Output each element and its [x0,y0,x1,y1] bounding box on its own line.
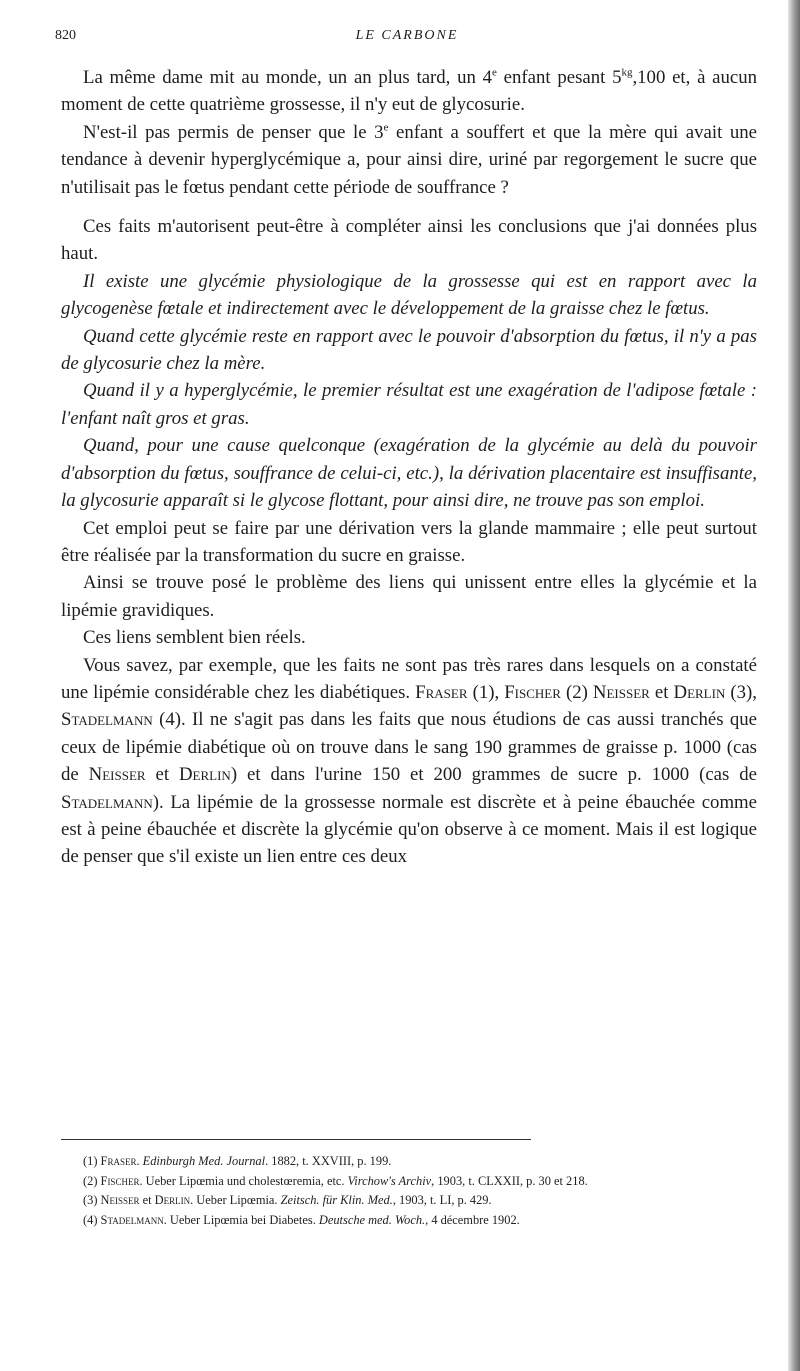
page-edge-shadow [788,0,800,1371]
paragraph-9: Ainsi se trouve posé le problème des liens qui unissent entre elles la glycémie et la lipémie gravidiques. [61,572,757,621]
footnotes [61,1152,757,1230]
footnote-1: (1) Fraser. Edinburgh Med. Journal. 1882, t. XXVIII, p. 199. [83,1154,392,1168]
footnote-4: (4) Stadelmann. Ueber Lipœmia bei Diabetes. Deutsche med. Woch., 4 décembre 1902. [83,1212,520,1227]
paragraph-11: Vous savez, par exemple, que les faits ne sont pas très rares dans lesquels on a constaté une lipémie considérable chez les diabétiques. Fraser (1), Fischer (2) Neisser et Derlin (3), Stadelmann (4). Il ne s'agit pas dans les faits que nous étudions de cas aussi tranchés que ceux de lipémie diabétique où on trouve dans le sang 190 grammes de graisse p. 1000 (cas de Neisser et Derlin) et dans l'urine 150 et 200 grammes de sucre p. 1000 (cas de Stadelmann). La lipémie de la grossesse normale est discrète et à peine ébauchée comme est à peine ébauchée et discrète la glycémie qu'on observe à ce moment. Mais il est logique de penser que s'il existe un lien entre ces deux [61,654,757,868]
paragraph-8: Cet emploi peut se faire par une dérivation vers la glande mammaire ; elle peut surtout être réalisée par la transformation du sucre en graisse. [61,517,757,566]
footnote-2: (2) Fischer. Ueber Lipœmia und cholestœremia, etc. Virchow's Archiv, 1903, t. CLXXII, p. 30 et 218. [83,1173,588,1188]
book-page [47,0,767,1371]
paragraph-7-conclusion: Quand, pour une cause quelconque (exagération de la glycémie au delà du pouvoir d'absorption du fœtus, souffrance de celui-ci, etc.), la dérivation placentaire est insuffisante, la glycosurie apparaît si le glycose flottant, pour ainsi dire, ne trouve pas son emploi. [61,435,757,512]
paragraph-2: N'est-il pas permis de penser que le 3e enfant a souffert et que la mère qui avait une tendance à devenir hyperglycémique a, pour ainsi dire, uriné par regorgement le sucre que n'utilisait pas le fœtus pendant cette période de souffrance ? [61,121,757,198]
body-text [61,64,757,871]
paragraph-1: La même dame mit au monde, un an plus tard, un 4e enfant pesant $5^{kg},100$ et, à aucun moment de cette quatrième grossesse, il n'y eut de glycosurie. [61,66,758,116]
footnote-3: (3) Neisser et Derlin. Ueber Lipœmia. Zeitsch. für Klin. Med., 1903, t. LI, p. 429. [83,1193,492,1208]
paragraph-3: Ces faits m'autorisent peut-être à compléter ainsi les conclusions que j'ai données plus haut. [61,216,757,265]
page-number: 820 [55,28,76,43]
page-header [47,28,767,48]
paragraph-6-conclusion: Quand il y a hyperglycémie, le premier résultat est une exagération de l'adipose fœtale : l'enfant naît gros et gras. [61,380,757,429]
footnote-divider [61,1139,531,1140]
paragraph-4-conclusion: Il existe une glycémie physiologique de la grossesse qui est en rapport avec la glycogenèse fœtale et indirectement avec le développement de la graisse chez le fœtus. [61,270,757,320]
running-title: LE CARBONE [355,28,459,43]
paragraph-10: Ces liens semblent bien réels. [83,627,306,649]
paragraph-5-conclusion: Quand cette glycémie reste en rapport avec le pouvoir d'absorption du fœtus, il n'y a pas de glycosurie chez la mère. [61,325,757,375]
